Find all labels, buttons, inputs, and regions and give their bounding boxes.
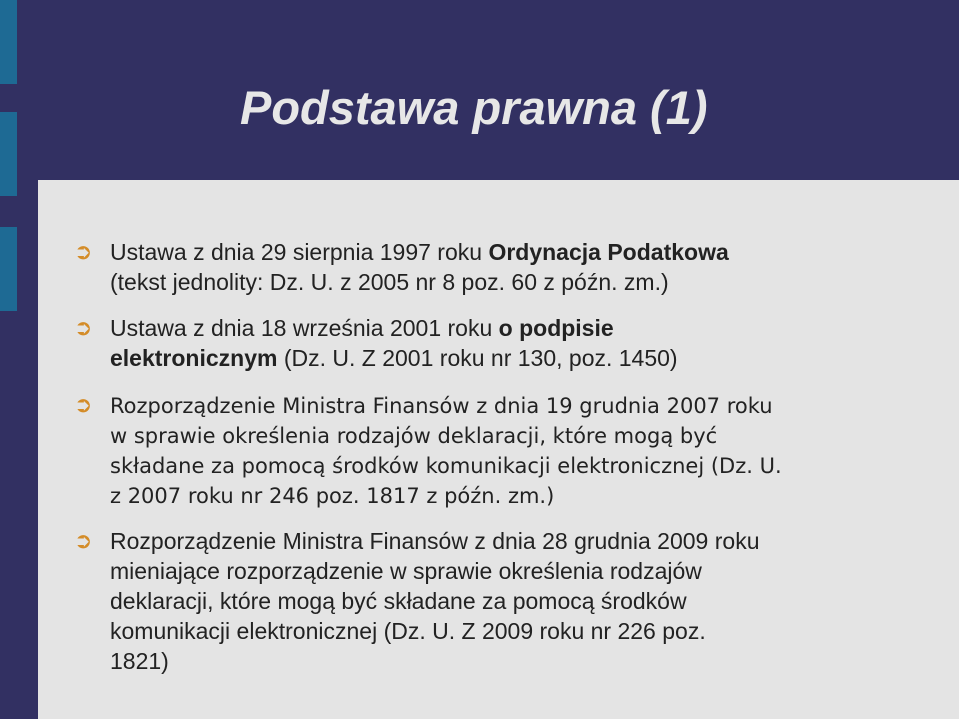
bullet-item xyxy=(74,526,760,676)
bullet-line: w sprawie określenia rodzajów deklaracji, które mogą być xyxy=(110,424,718,448)
bullet-line: Rozporządzenie Ministra Finansów z dnia 19 grudnia 2007 roku xyxy=(110,394,773,418)
bullet-arrow-icon: ➲ xyxy=(74,528,93,553)
bullet-line: Ustawa z dnia 29 sierpnia 1997 roku Ordynacja Podatkowa xyxy=(110,239,729,265)
left-accent-bar xyxy=(0,112,17,196)
left-accent-bar xyxy=(0,227,17,311)
slide-title: Podstawa prawna (1) xyxy=(240,81,708,134)
bullet-item xyxy=(74,391,782,511)
bullet-line: deklaracji, które mogą być składane za pomocą środków xyxy=(110,588,687,614)
bullet-line: (tekst jednolity: Dz. U. z 2005 nr 8 poz. 60 z późn. zm.) xyxy=(110,269,669,295)
bullet-line: mieniające rozporządzenie w sprawie określenia rodzajów xyxy=(110,558,702,584)
bullet-item xyxy=(74,313,678,373)
bullet-line: elektronicznym (Dz. U. Z 2001 roku nr 130, poz. 1450) xyxy=(110,345,678,371)
slide-content xyxy=(38,180,959,719)
bullet-item xyxy=(74,237,729,297)
bullet-line: komunikacji elektronicznej (Dz. U. Z 2009 roku nr 226 poz. xyxy=(110,618,706,644)
bullet-arrow-icon: ➲ xyxy=(74,239,93,264)
bullet-line: 1821) xyxy=(110,648,169,674)
left-accent-bar xyxy=(0,0,17,84)
bullet-arrow-icon: ➲ xyxy=(74,315,93,340)
bullet-arrow-icon: ➲ xyxy=(74,393,93,418)
bullet-line: składane za pomocą środków komunikacji elektronicznej (Dz. U. xyxy=(110,454,782,478)
bullet-line: Rozporządzenie Ministra Finansów z dnia 28 grudnia 2009 roku xyxy=(110,528,760,554)
bullet-line: Ustawa z dnia 18 września 2001 roku o podpisie xyxy=(110,315,614,341)
bullet-line: z 2007 roku nr 246 poz. 1817 z późn. zm.) xyxy=(110,484,555,508)
